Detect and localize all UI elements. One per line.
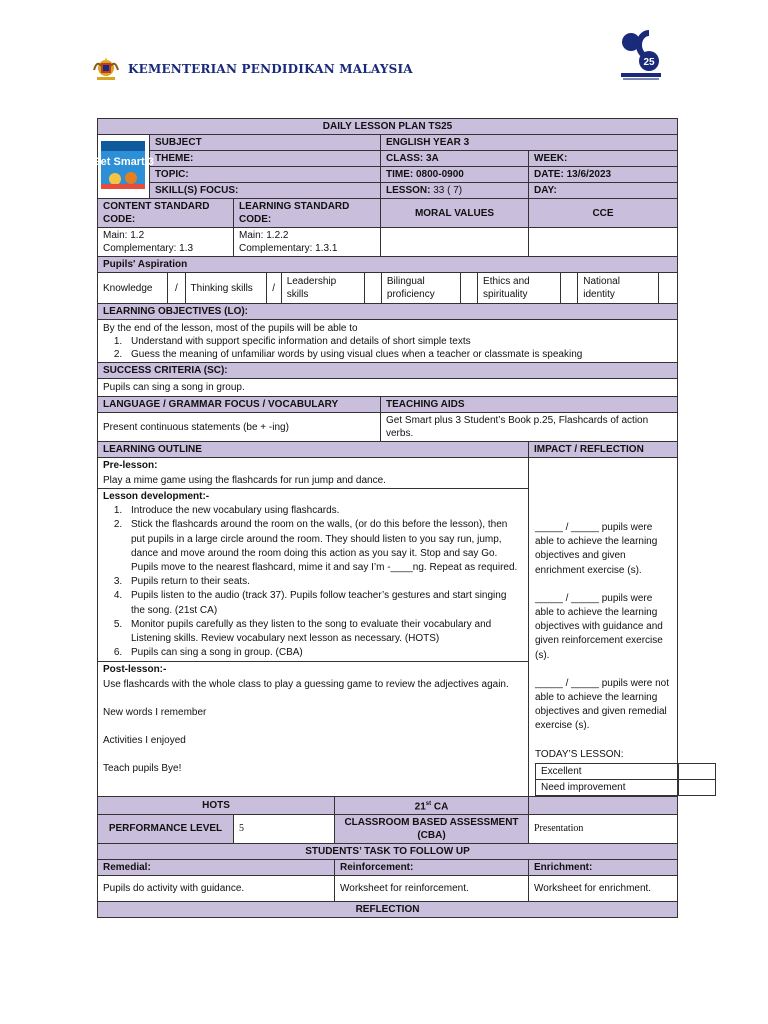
cba-value: Presentation xyxy=(529,814,678,843)
impact-reinforcement: _____ / _____ pupils were able to achieve the learning objectives with guidance and given reinforcement exercise (s). xyxy=(535,592,663,661)
aspiration-bilingual-mark xyxy=(460,273,477,303)
lesson-development-label: Lesson development:- xyxy=(103,491,210,502)
aspiration-leadership: Leadership skills xyxy=(281,273,364,303)
cce-label: CCE xyxy=(529,199,678,228)
lo-label: LEARNING OBJECTIVES (LO): xyxy=(98,304,678,320)
lo-intro: By the end of the lesson, most of the pupils will be able to xyxy=(103,322,358,334)
aspiration-ethics: Ethics and spirituality xyxy=(478,273,561,303)
ts25-logo-text: 25 xyxy=(643,57,655,68)
students-task-label: STUDENTS’ TASK TO FOLLOW UP xyxy=(98,843,678,859)
aspiration-label: Pupils' Aspiration xyxy=(98,257,678,273)
performance-level-label: PERFORMANCE LEVEL xyxy=(98,814,234,843)
aspiration-ethics-mark xyxy=(561,273,578,303)
sc-text: Pupils can sing a song in group. xyxy=(98,379,678,397)
aspiration-bilingual: Bilingual proficiency xyxy=(381,273,460,303)
reinforcement-label: Reinforcement: xyxy=(335,859,529,875)
todays-lesson-label: TODAY’S LESSON: xyxy=(535,748,624,760)
lesson-development xyxy=(98,489,528,662)
cba-label: CLASSROOM BASED ASSESSMENT (CBA) xyxy=(335,814,529,843)
pre-lesson xyxy=(98,458,528,489)
learning-standard-label: LEARNING STANDARD CODE: xyxy=(234,199,381,228)
pre-lesson-text: Play a mime game using the flashcards for run jump and dance. xyxy=(103,475,386,486)
lo-item: 1. Understand with support specific information and details of short simple texts xyxy=(125,335,672,348)
plan-title: DAILY LESSON PLAN TS25 xyxy=(98,119,678,135)
learning-outline xyxy=(98,458,529,797)
malaysia-crest-icon xyxy=(92,56,120,82)
new-words-text: New words I remember xyxy=(103,706,207,718)
ts25-logo-icon xyxy=(617,27,665,83)
aspiration-row xyxy=(98,273,678,304)
development-item: 2. Stick the flashcards around the room on the walls, (or do this before the lesson), then put pupils in a large circle around the room. They should listen to you say run, jump, dance and move around the room doing this action as you say it. Stop and say Go. Pupils move to the nearest flashcard, mime it and say I’m -____ng. Repeat as required. xyxy=(125,518,523,575)
aspiration-national-mark xyxy=(659,273,677,303)
lo-content xyxy=(98,320,678,363)
impact-reflection xyxy=(529,458,678,797)
lesson-number: LESSON: 33 ( 7) xyxy=(381,183,529,199)
aspiration-thinking-mark: / xyxy=(266,273,281,303)
development-item: 1. Introduce the new vocabulary using flashcards. xyxy=(125,504,523,518)
development-list xyxy=(103,504,523,660)
content-standard-label: CONTENT STANDARD CODE: xyxy=(98,199,234,228)
development-item: 6. Pupils can sing a song in group. (CBA) xyxy=(125,646,523,660)
remedial-label: Remedial: xyxy=(98,859,335,875)
pre-lesson-label: Pre-lesson: xyxy=(103,460,158,471)
rating-need-improvement: Need improvement xyxy=(536,779,679,795)
ministry-name: KEMENTERIAN PENDIDIKAN MALAYSIA xyxy=(128,62,413,76)
lesson-plan-table xyxy=(92,118,678,918)
subject-label: SUBJECT xyxy=(150,135,381,151)
ministry-header xyxy=(92,56,413,82)
post-lesson-text: Use flashcards with the whole class to play a guessing game to review the adjectives again. xyxy=(103,678,509,690)
todays-lesson-rating xyxy=(535,763,716,796)
aspiration-thinking: Thinking skills xyxy=(185,273,266,303)
topic-label: TOPIC: xyxy=(150,167,381,183)
textbook-cover xyxy=(92,135,154,199)
rating-excellent-box[interactable] xyxy=(679,763,716,779)
reinforcement-text: Worksheet for reinforcement. xyxy=(335,875,529,901)
theme-label: THEME: xyxy=(150,151,381,167)
21st-ca-label: 21st CA xyxy=(335,796,529,814)
week-label: WEEK: xyxy=(529,151,678,167)
language-focus-label: LANGUAGE / GRAMMAR FOCUS / VOCABULARY xyxy=(98,397,381,413)
impact-enrichment: _____ / _____ pupils were able to achieve the learning objectives and given enrichment exercise (s). xyxy=(535,522,658,576)
performance-level-value: 5 xyxy=(234,814,335,843)
enrichment-label: Enrichment: xyxy=(529,859,678,875)
moral-values-value xyxy=(381,228,529,257)
learning-outline-label: LEARNING OUTLINE xyxy=(98,442,529,458)
activities-text: Activities I enjoyed xyxy=(103,735,186,747)
time-value: TIME: 0800-0900 xyxy=(381,167,529,183)
development-item: 5. Monitor pupils carefully as they listen to the song to evaluate their vocabulary and Listening skills. Review vocabulary next lesson as necessary. (HOTS) xyxy=(125,618,523,646)
skills-focus-label: SKILL(S) FOCUS: xyxy=(150,183,381,199)
language-focus-text: Present continuous statements (be + -ing) xyxy=(98,413,381,442)
impact-label: IMPACT / REFLECTION xyxy=(529,442,678,458)
hots-extra xyxy=(529,796,678,814)
subject-value: ENGLISH YEAR 3 xyxy=(381,135,678,151)
lo-item: 2. Guess the meaning of unfamiliar words by using visual clues when a teacher or classmate is speaking xyxy=(125,348,672,361)
impact-remedial: _____ / _____ pupils were not able to achieve the learning objectives and given remedial exercise (s). xyxy=(535,677,669,732)
development-item: 4. Pupils listen to the audio (track 37). Pupils follow teacher’s gestures and start singing the song. (21st CA) xyxy=(125,589,523,617)
date-value: DATE: 13/6/2023 xyxy=(529,167,678,183)
enrichment-text: Worksheet for enrichment. xyxy=(529,875,678,901)
teaching-aids-label: TEACHING AIDS xyxy=(381,397,678,413)
content-standard-value: Main: 1.2 Complementary: 1.3 xyxy=(98,228,234,257)
development-item: 3. Pupils return to their seats. xyxy=(125,575,523,589)
hots-label: HOTS xyxy=(98,796,335,814)
day-label: DAY: xyxy=(529,183,678,199)
class-value: CLASS: 3A xyxy=(381,151,529,167)
teach-text: Teach pupils Bye! xyxy=(103,763,182,775)
rating-excellent: Excellent xyxy=(536,763,679,779)
textbook-cover-icon xyxy=(92,141,154,189)
aspiration-knowledge: Knowledge xyxy=(98,273,168,303)
post-lesson xyxy=(98,662,528,777)
aspiration-leadership-mark xyxy=(364,273,381,303)
book-title-text: Get Smart 3 xyxy=(92,155,154,168)
aspiration-national: National identity xyxy=(578,273,659,303)
sc-label: SUCCESS CRITERIA (SC): xyxy=(98,363,678,379)
remedial-text: Pupils do activity with guidance. xyxy=(98,875,335,901)
aspiration-knowledge-mark: / xyxy=(168,273,185,303)
moral-values-label: MORAL VALUES xyxy=(381,199,529,228)
reflection-label: REFLECTION xyxy=(98,901,678,917)
lo-list xyxy=(103,335,672,361)
learning-standard-value: Main: 1.2.2 Complementary: 1.3.1 xyxy=(234,228,381,257)
cce-value xyxy=(529,228,678,257)
teaching-aids-text: Get Smart plus 3 Student’s Book p.25, Flashcards of action verbs. xyxy=(381,413,678,442)
post-lesson-label: Post-lesson:- xyxy=(103,664,167,676)
rating-need-improvement-box[interactable] xyxy=(679,779,716,795)
